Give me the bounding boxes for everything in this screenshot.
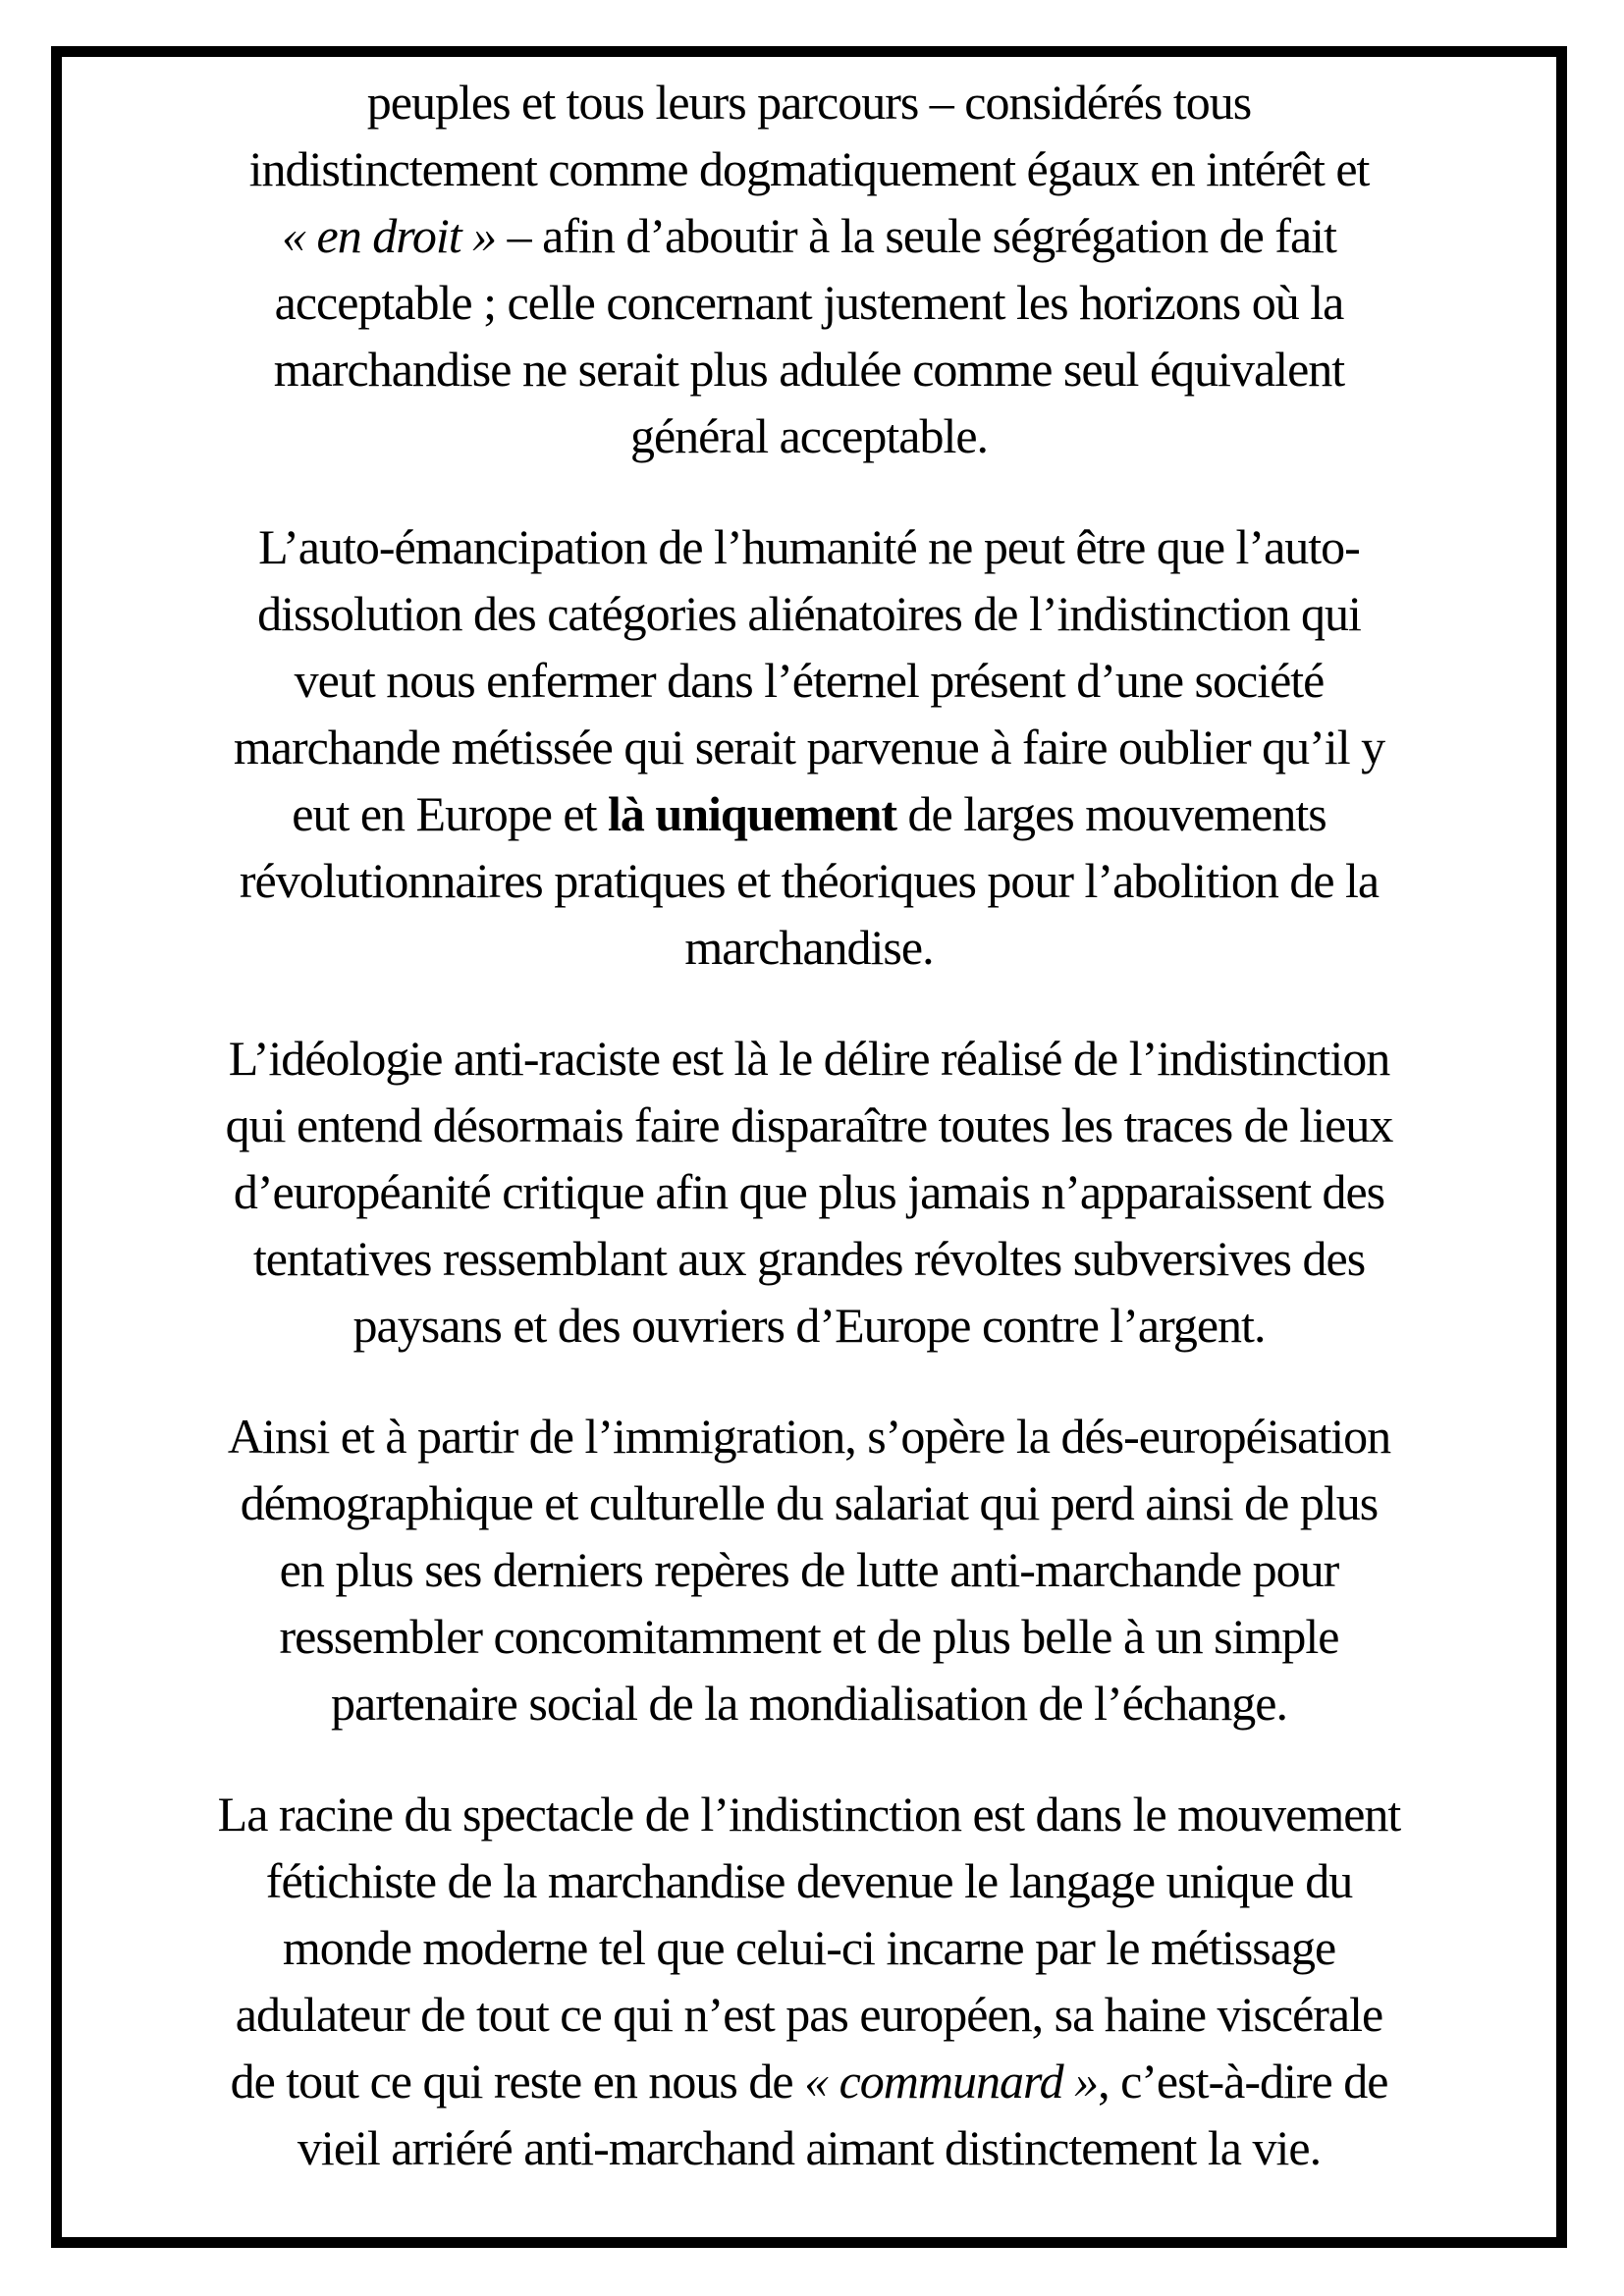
text-line <box>76 1225 1543 1292</box>
text-line <box>76 1670 1543 1736</box>
text-run: partenaire social de la mondialisation de l’échange. <box>331 1676 1287 1731</box>
text-line <box>76 269 1543 336</box>
text-line <box>76 1025 1543 1092</box>
text-run: veut nous enfermer dans l’éternel présent d’une société <box>294 653 1325 708</box>
text-line <box>76 780 1543 847</box>
text-line <box>76 135 1543 202</box>
text-run: eut en Europe et <box>292 786 609 841</box>
text-line <box>76 336 1543 402</box>
text-line <box>76 402 1543 469</box>
text-run: vieil arriéré anti-marchand aimant distinctement la vie. <box>297 2120 1322 2175</box>
paragraph <box>76 69 1543 469</box>
text-line <box>76 1403 1543 1469</box>
text-line <box>76 69 1543 135</box>
italic-text-run: « communard » <box>804 2054 1099 2109</box>
text-line <box>76 714 1543 780</box>
text-line <box>76 1781 1543 1847</box>
text-line <box>76 1292 1543 1359</box>
text-run: d’européanité critique afin que plus jamais n’apparaissent des <box>233 1164 1385 1219</box>
text-run: de larges mouvements <box>896 786 1326 841</box>
text-line <box>76 914 1543 981</box>
text-line <box>76 1914 1543 1981</box>
text-run: ressembler concomitamment et de plus belle à un simple <box>279 1609 1339 1664</box>
text-run: marchandise ne serait plus adulée comme seul équivalent <box>273 342 1345 397</box>
text-run: La racine du spectacle de l’indistinction est dans le mouvement <box>217 1787 1401 1842</box>
paragraph <box>76 1403 1543 1736</box>
paragraph <box>76 513 1543 981</box>
paragraph <box>76 1025 1543 1359</box>
text-line <box>76 1092 1543 1158</box>
text-line <box>76 1536 1543 1603</box>
text-block <box>62 57 1556 2181</box>
text-run: marchandise. <box>684 920 934 975</box>
text-line <box>76 1158 1543 1225</box>
text-line <box>76 513 1543 580</box>
text-run: général acceptable. <box>629 408 989 463</box>
text-run: indistinctement comme dogmatiquement égaux en intérêt et <box>248 141 1370 196</box>
text-line <box>76 647 1543 714</box>
text-run: tentatives ressemblant aux grandes révoltes subversives des <box>252 1231 1366 1286</box>
text-line <box>76 580 1543 647</box>
italic-text-run: « en droit » <box>282 208 497 263</box>
bold-text-run: là uniquement <box>608 786 897 841</box>
text-run: peuples et tous leurs parcours – considérés tous <box>366 75 1252 130</box>
text-run: en plus ses derniers repères de lutte anti-marchande pour <box>279 1542 1339 1597</box>
text-run: dissolution des catégories aliénatoires de l’indistinction qui <box>257 586 1361 641</box>
text-run: marchande métissée qui serait parvenue à faire oublier qu’il y <box>233 720 1385 774</box>
text-run: fétichiste de la marchandise devenue le langage unique du <box>265 1853 1353 1908</box>
text-run: adulateur de tout ce qui n’est pas européen, sa haine viscérale <box>235 1987 1383 2042</box>
text-run: Ainsi et à partir de l’immigration, s’opère la dés-européisation <box>227 1409 1391 1464</box>
text-run: L’auto-émancipation de l’humanité ne peut être que l’auto- <box>258 519 1360 574</box>
text-run: acceptable ; celle concernant justement les horizons où la <box>274 275 1344 330</box>
text-line <box>76 1603 1543 1670</box>
text-run: , c’est-à-dire de <box>1098 2054 1388 2109</box>
text-line <box>76 202 1543 269</box>
text-run: de tout ce qui reste en nous de <box>230 2054 805 2109</box>
text-run: qui entend désormais faire disparaître toutes les traces de lieux <box>225 1097 1393 1152</box>
text-run: L’idéologie anti-raciste est là le délire réalisé de l’indistinction <box>228 1031 1390 1086</box>
text-run: paysans et des ouvriers d’Europe contre l’argent. <box>352 1298 1266 1353</box>
text-line <box>76 847 1543 914</box>
text-line <box>76 1469 1543 1536</box>
page-border-frame <box>51 46 1567 2248</box>
text-line <box>76 2114 1543 2181</box>
text-line <box>76 1981 1543 2048</box>
text-run: monde moderne tel que celui-ci incarne par le métissage <box>282 1920 1336 1975</box>
text-line <box>76 1847 1543 1914</box>
paragraph <box>76 1781 1543 2181</box>
text-run: – afin d’aboutir à la seule ségrégation de fait <box>496 208 1336 263</box>
text-run: démographique et culturelle du salariat qui perd ainsi de plus <box>240 1475 1379 1530</box>
text-run: révolutionnaires pratiques et théoriques pour l’abolition de la <box>239 853 1380 908</box>
text-line <box>76 2048 1543 2114</box>
